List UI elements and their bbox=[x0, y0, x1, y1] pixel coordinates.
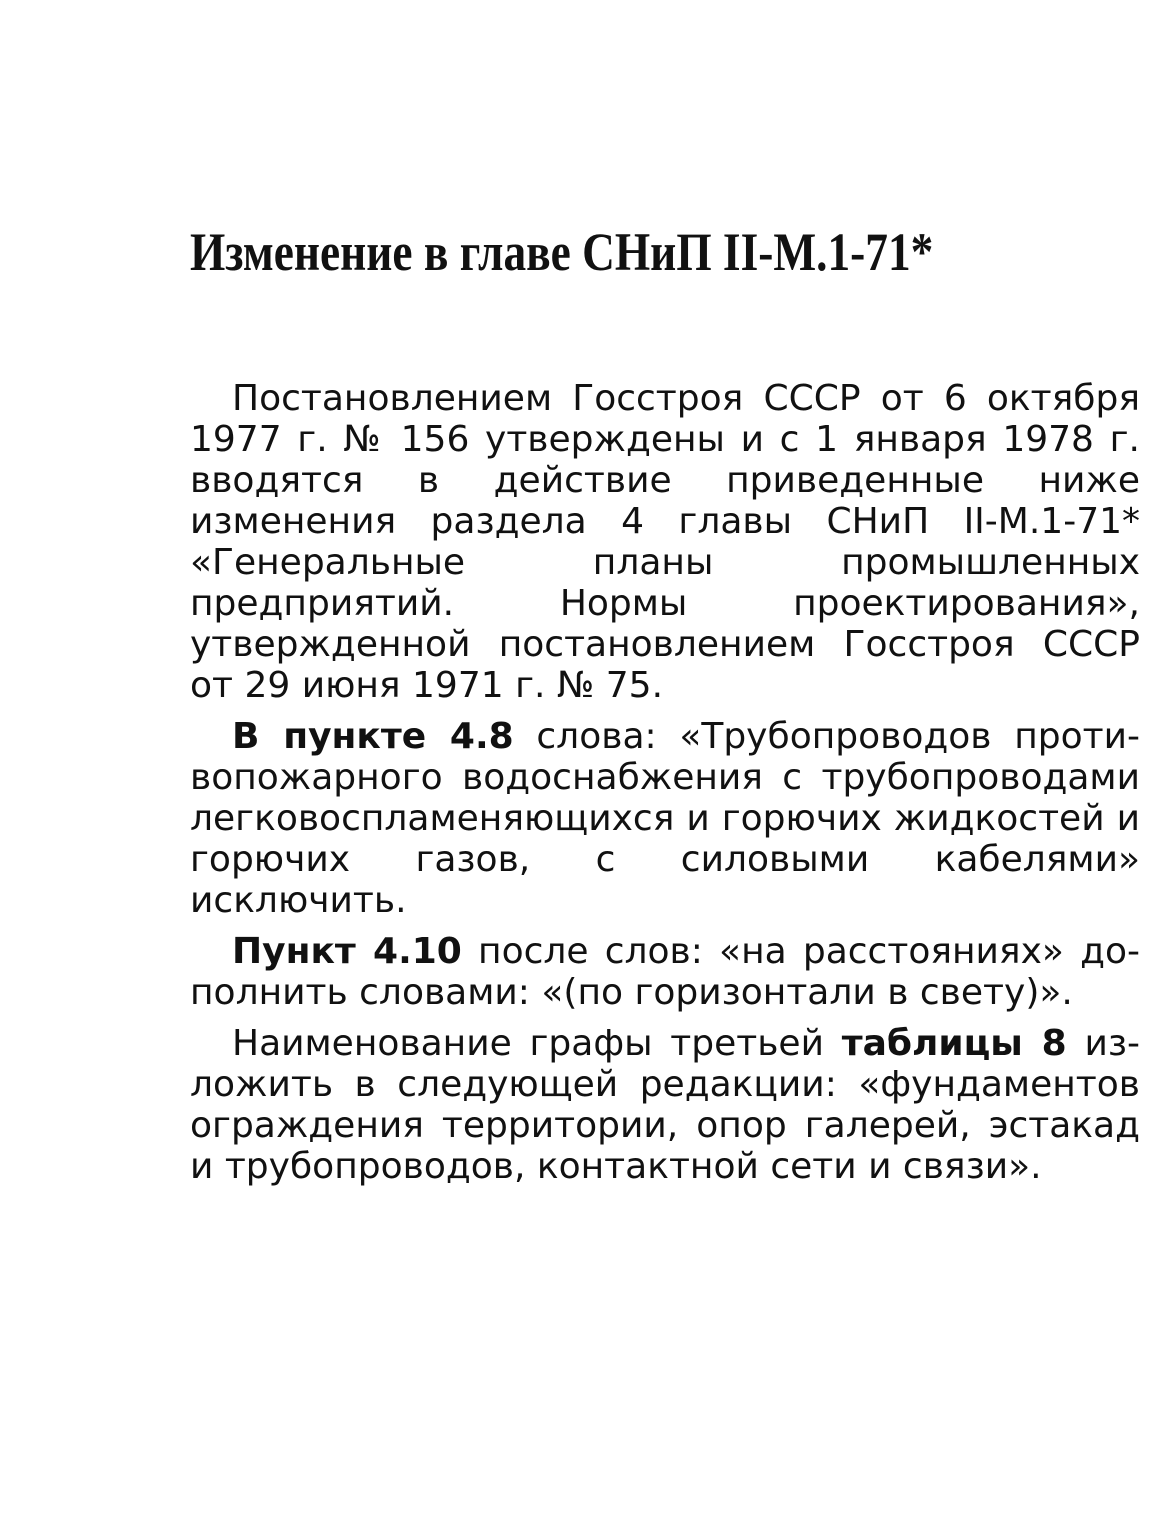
paragraph-lead: таблицы 8 bbox=[841, 1023, 1067, 1064]
paragraph-item-4-8 bbox=[190, 716, 1140, 921]
paragraph-lead: В пункте 4.8 bbox=[232, 716, 514, 757]
paragraph-text: слова: «Трубопроводов противопожарного водоснабжения с трубопроводами легковоспламеняющихся и горючих жидкостей и горючих газов, с силовыми кабелями» исключить. bbox=[190, 716, 1140, 921]
paragraph-text: Постановлением Госстроя СССР от 6 октября 1977 г. № 156 утверждены и с 1 января 1978 г. вводятся в действие приведенные ниже изменения раздела 4 главы СНиП II-М.1-71* «Генеральные планы промышленных предприятий. Нормы проектирования», утвержденной постановлением Госстроя СССР от 29 июня 1971 г. № 75. bbox=[190, 378, 1140, 706]
page-title: Изменение в главе СНиП II-М.1-71* bbox=[190, 222, 934, 282]
paragraph-table-8 bbox=[190, 1023, 1140, 1187]
paragraph-pre: Наименование графы третьей bbox=[232, 1023, 842, 1064]
paragraph-text: после слов: «на расстояниях» дополнить словами: «(по горизонтали в свету)». bbox=[190, 931, 1141, 1013]
paragraph-item-4-10 bbox=[190, 931, 1140, 1013]
paragraph-text: изложить в следующей редакции: «фундаментов ограждения территории, опор галерей, эстакад и трубопроводов, контактной сети и связи». bbox=[190, 1023, 1140, 1187]
document-body bbox=[190, 378, 1140, 1197]
paragraph-resolution bbox=[190, 378, 1140, 706]
paragraph-lead: Пункт 4.10 bbox=[232, 931, 462, 972]
